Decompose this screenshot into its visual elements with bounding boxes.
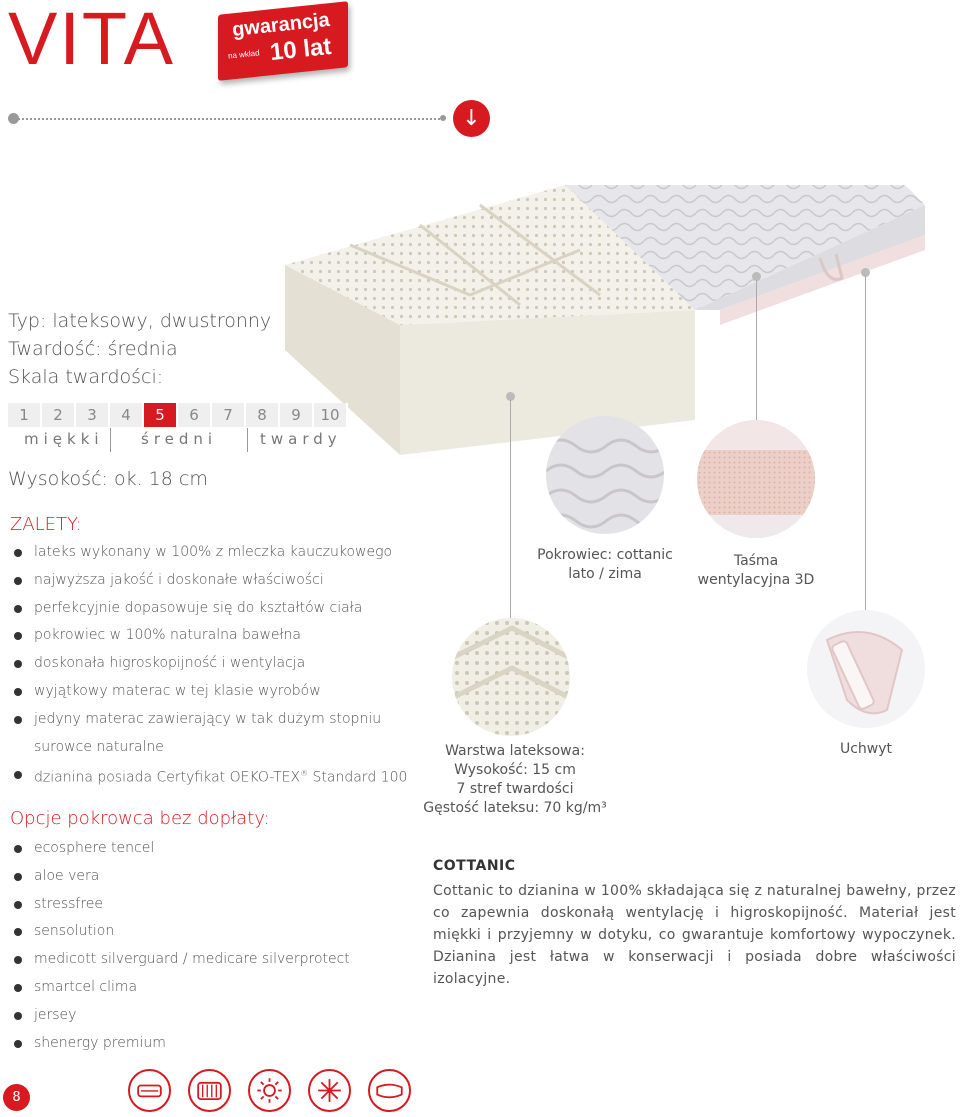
list-item: sensolution [14,921,350,949]
scale-cell: 9 [280,403,314,427]
latex-line1: Warstwa lateksowa: [445,743,585,759]
page-number: 8 [3,1084,30,1111]
connector-line [510,400,511,618]
cottanic-title: COTTANIC [433,858,516,874]
tape-line1: Taśma [733,553,779,569]
list-item: aloe vera [14,866,350,894]
list-item: ecosphere tencel [14,838,350,866]
spec-scale-label: Skala twardości: [8,366,164,388]
divider-end [440,115,446,121]
dotted-divider [14,118,444,120]
scale-cell: 8 [246,403,280,427]
list-item: shenergy premium [14,1033,350,1061]
list-item: wyjątkowy materac w tej klasie wyrobów [14,681,407,709]
pocket-springs-icon [188,1069,231,1112]
connector-line [865,276,866,610]
product-title: VITA [8,0,175,80]
snowflake-icon [308,1069,351,1112]
connector-line [756,280,757,420]
list-item: stressfree [14,894,350,922]
scale-cell: 3 [76,403,110,427]
arrow-down-button[interactable]: ↓ [453,100,490,137]
latex-line4: Gęstość lateksu: 70 kg/m³ [423,800,607,816]
scale-medium: średni [141,430,218,448]
cover-caption [520,546,690,584]
scale-cell: 10 [314,403,348,427]
sun-icon [248,1069,291,1112]
firmness-scale [8,403,348,427]
badge-line1: gwarancja [231,8,331,42]
scale-separator [247,428,248,452]
warranty-badge [218,8,348,80]
list-item: smartcel clima [14,977,350,1005]
handle-caption: Uchwyt [839,741,893,757]
scale-hard: twardy [260,430,342,448]
scale-labels [8,430,348,452]
mattress-layers-icon [128,1069,171,1112]
badge-line3: 10 lat [268,32,333,67]
list-item: surowce naturalne [34,738,164,755]
spec-height: Wysokość: ok. 18 cm [8,468,208,490]
list-item: jedyny materac zawierający w tak dużym stopniu [14,709,407,737]
advantages-heading: ZALETY: [10,514,82,535]
scale-separator [110,428,111,452]
scale-cell: 2 [42,403,76,427]
spec-firmness: Twardość: średnia [8,338,178,360]
list-item: medicott silverguard / medicare silverprotect [14,949,350,977]
scale-cell: 7 [212,403,246,427]
oeko-text: dzianina posiada Certyfikat OEKO-TEX [34,770,301,787]
tape-line2: wentylacyjna 3D [697,572,815,588]
latex-layer-image [452,618,570,736]
list-item: jersey [14,1005,350,1033]
cover-fabric-image [546,416,664,534]
ventilation-tape-image [697,420,815,538]
handle-image [807,610,925,728]
list-item: dzianina posiada Certyfikat OEKO-TEX® Standard 100 [14,764,407,792]
cottanic-description: Cottanic to dzianina w 100% składająca się z naturalnej bawełny, przez co zapewnia doskonałą wentylację i higroskopijność. Materiał jest miękki i przyjemny w dotyku, co gwarantuje komfortowy wypoczynek. Dzianina jest łatwa w konserwacji i posiada dobre właściwości izolacyjne. [433,883,956,987]
scale-cell: 1 [8,403,42,427]
list-item: lateks wykonany w 100% z mleczka kauczukowego [14,542,407,570]
list-item: najwyższa jakość i doskonałe właściwości [14,570,407,598]
list-item: perfekcyjnie dopasowuje się do kształtów ciała [14,598,407,626]
mattress-profile-icon [368,1069,411,1112]
latex-line2: Wysokość: 15 cm [454,762,576,778]
cover-options-list [14,838,350,1060]
cover-line2: lato / zima [568,566,642,582]
spec-type: Typ: lateksowy, dwustronny [8,310,272,332]
oeko-standard: Standard 100 [312,770,408,787]
badge-line2: na wkład [227,48,260,61]
cover-line1: Pokrowiec: cottanic [537,547,673,563]
tape-caption [680,552,832,590]
advantages-list [14,542,407,792]
list-item: doskonała higroskopijność i wentylacja [14,653,407,681]
scale-cell: 6 [178,403,212,427]
list-item: pokrowiec w 100% naturalna bawełna [14,625,407,653]
latex-caption [405,742,625,818]
scale-cell: 4 [110,403,144,427]
latex-line3: 7 stref twardości [456,781,574,797]
scale-soft: miękki [24,430,104,448]
cover-options-heading: Opcje pokrowca bez dopłaty: [10,808,270,829]
scale-cell-active: 5 [144,403,178,427]
